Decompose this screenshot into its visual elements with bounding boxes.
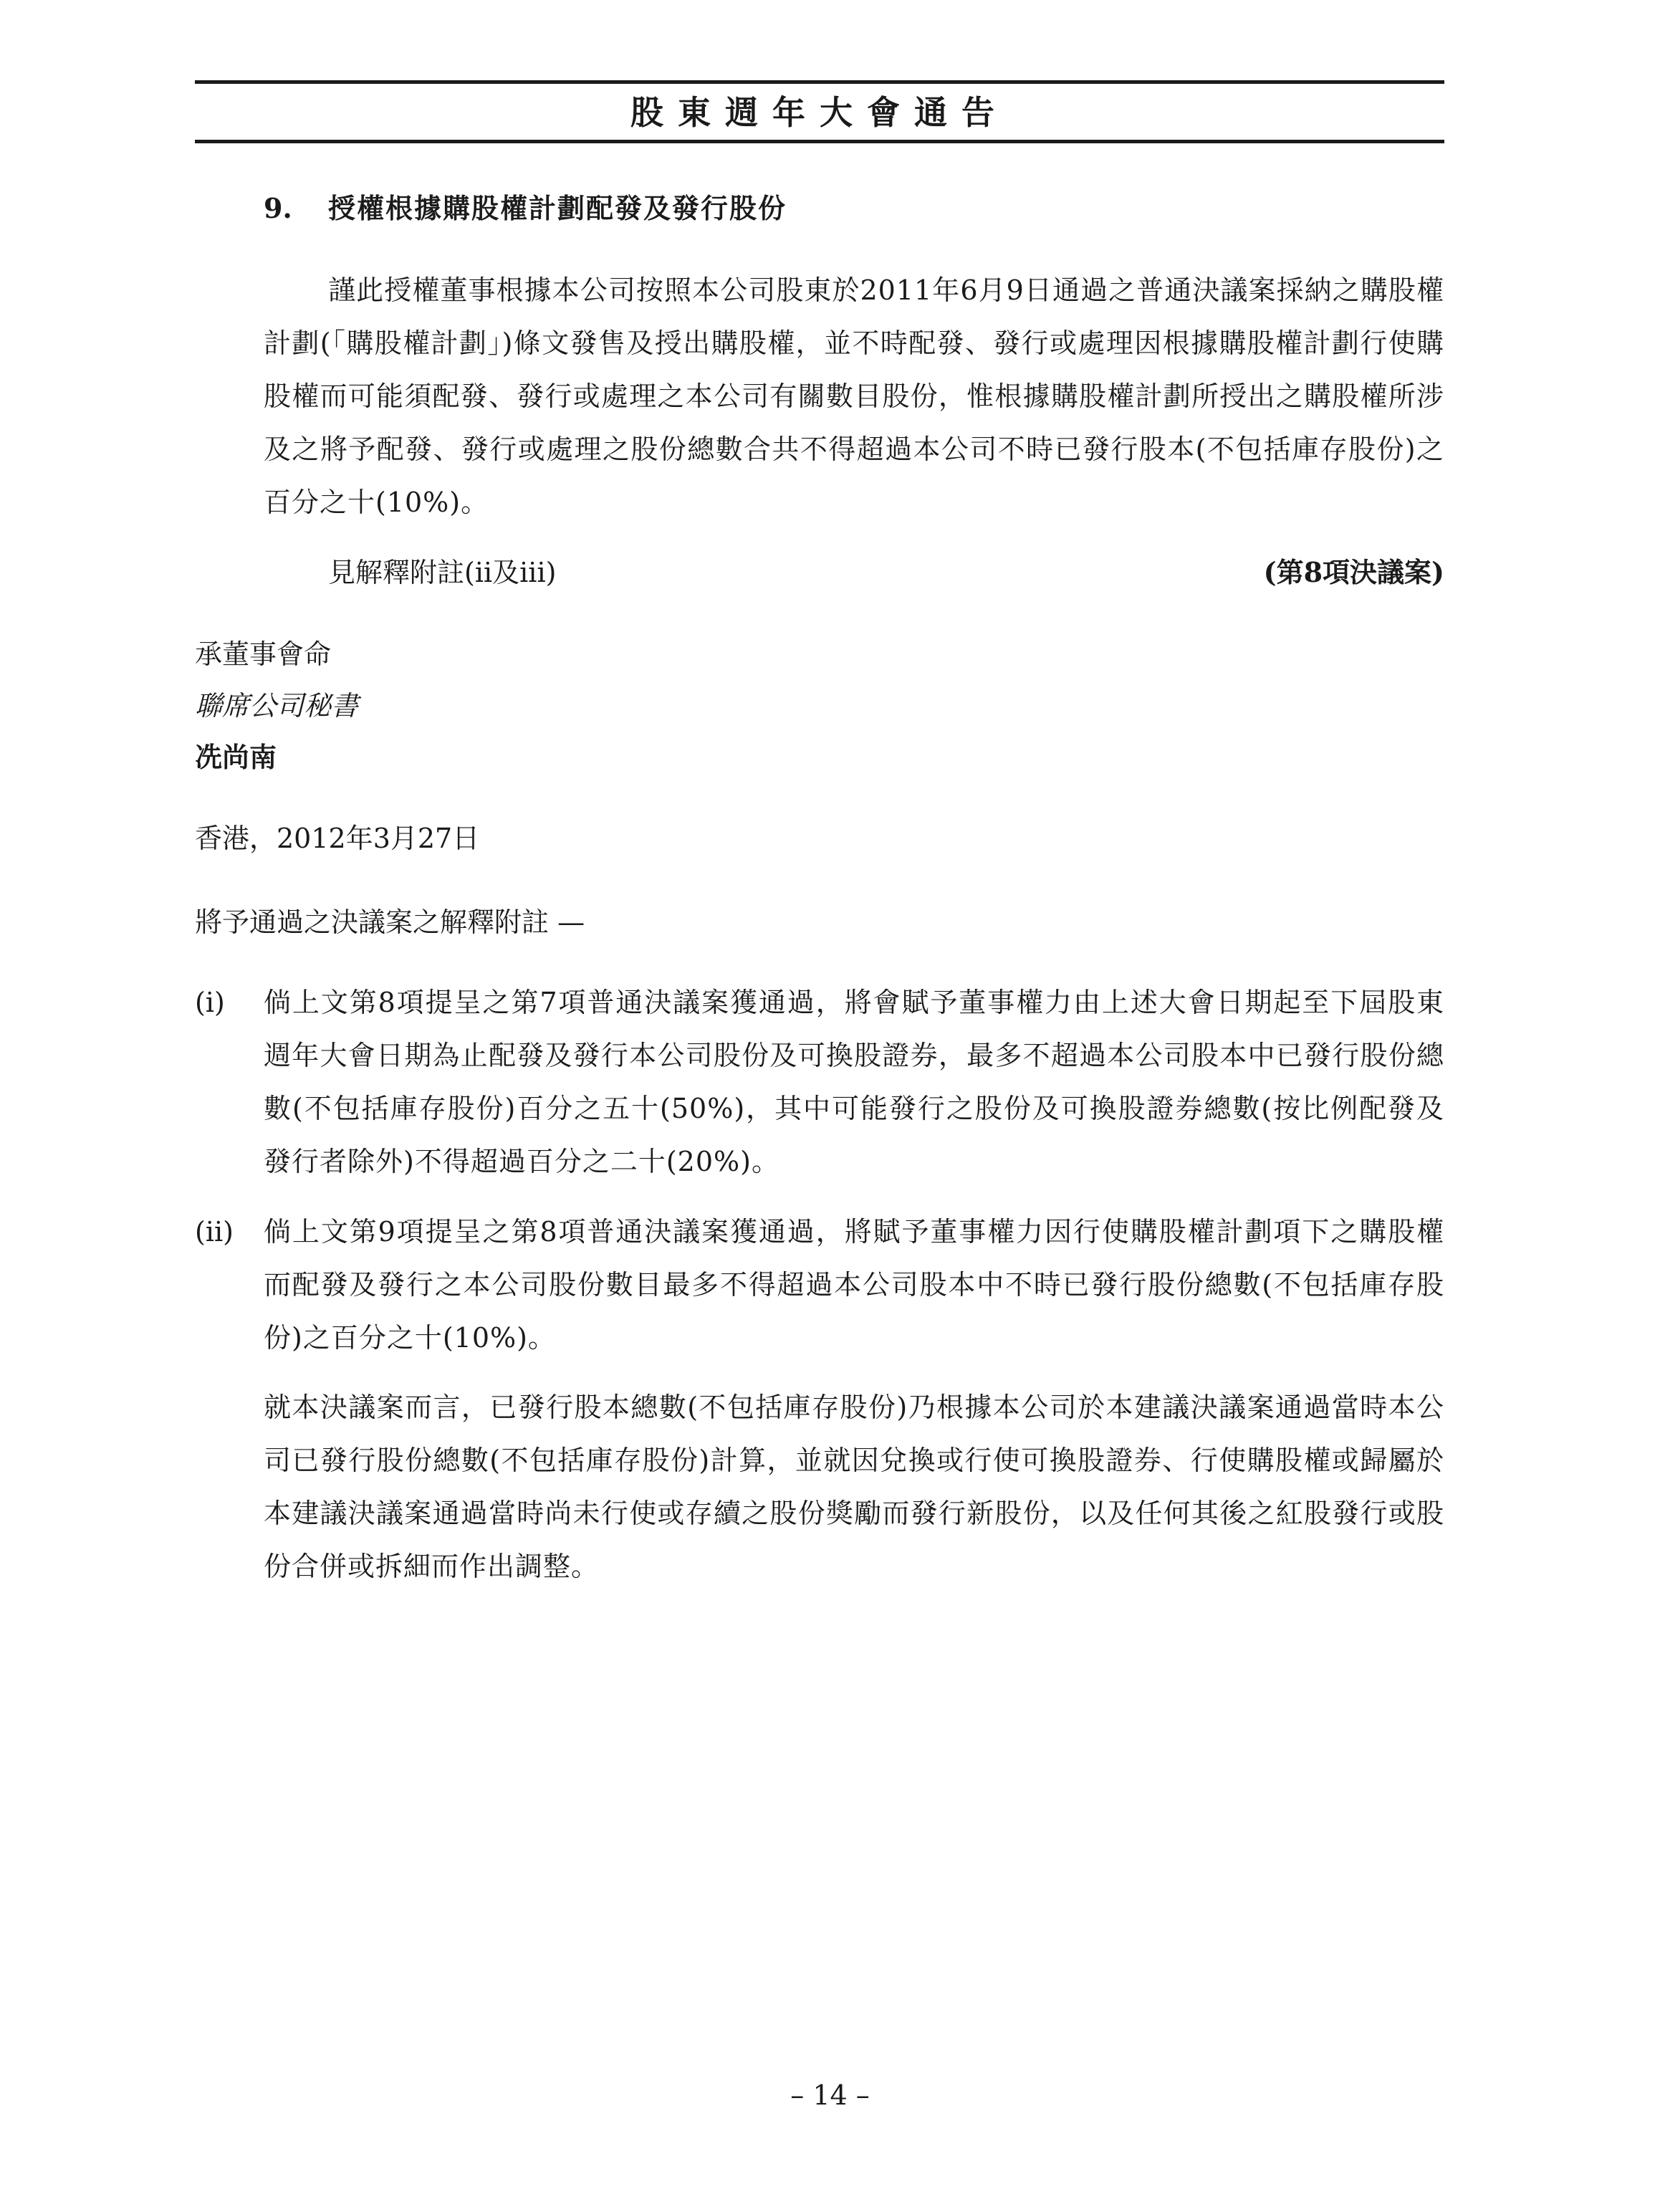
signature-board-order: 承董事會命 [195, 638, 332, 670]
section-body [264, 264, 1444, 529]
note-text-ii: 倘上文第9項提呈之第8項普通決議案獲通過，將賦予董事權力因行使購股權計劃項下之購股權而配發及發行之本公司股份數目最多不得超過本公司股本中不時已發行股份總數(不包括庫存股份)之百分之十(10%)。 [264, 1216, 1444, 1354]
note-text-i: 倘上文第8項提呈之第7項普通決議案獲通過，將會賦予董事權力由上述大會日期起至下屆股東週年大會日期為止配發及發行本公司股份及可換股證券，最多不超過本公司股本中已發行股份總數(不包括庫存股份)百分之五十(50%)，其中可能發行之股份及可換股證券總數(按比例配發及發行者除外)不得超過百分之二十(20%)。 [264, 987, 1444, 1177]
place-and-date: 香港，2012年3月27日 [195, 823, 480, 854]
section-number: 9. [264, 192, 292, 224]
signature-name: 冼尚南 [195, 741, 277, 773]
signature-role: 聯席公司秘書 [195, 690, 359, 722]
note-label-ii: (ii) [195, 1216, 234, 1248]
explanatory-note-reference: 見解釋附註(ii及iii) [328, 557, 557, 588]
header-rule-bottom [195, 140, 1444, 143]
notes-title: 將予通過之決議案之解釋附註 — [195, 906, 585, 938]
section-body-text: 謹此授權董事根據本公司按照本公司股東於2011年6月9日通過之普通決議案採納之購股權計劃(「購股權計劃」)條文發售及授出購股權，並不時配發、發行或處理因根據購股權計劃行使購股權而可能須配發、發行或處理之本公司有關數目股份，惟根據購股權計劃所授出之購股權所涉及之將予配發、發行或處理之股份總數合共不得超過本公司不時已發行股本(不包括庫存股份)之百分之十(10%)。 [264, 274, 1444, 518]
resolution-reference: (第8項決議案) [1263, 556, 1444, 588]
header-rule-top [195, 80, 1444, 84]
section-title: 授權根據購股權計劃配發及發行股份 [328, 192, 787, 224]
page-number: – 14 – [790, 2079, 870, 2111]
note-label-i: (i) [195, 987, 225, 1018]
page-header-title: 股東週年大會通告 [630, 93, 1009, 132]
note-continuation: 就本決議案而言，已發行股本總數(不包括庫存股份)乃根據本公司於本建議決議案通過當時本公司已發行股份總數(不包括庫存股份)計算，並就因兌換或行使可換股證券、行使購股權或歸屬於本建議決議案通過當時尚未行使或存續之股份獎勵而發行新股份，以及任何其後之紅股發行或股份合併或拆細而作出調整。 [264, 1392, 1444, 1582]
